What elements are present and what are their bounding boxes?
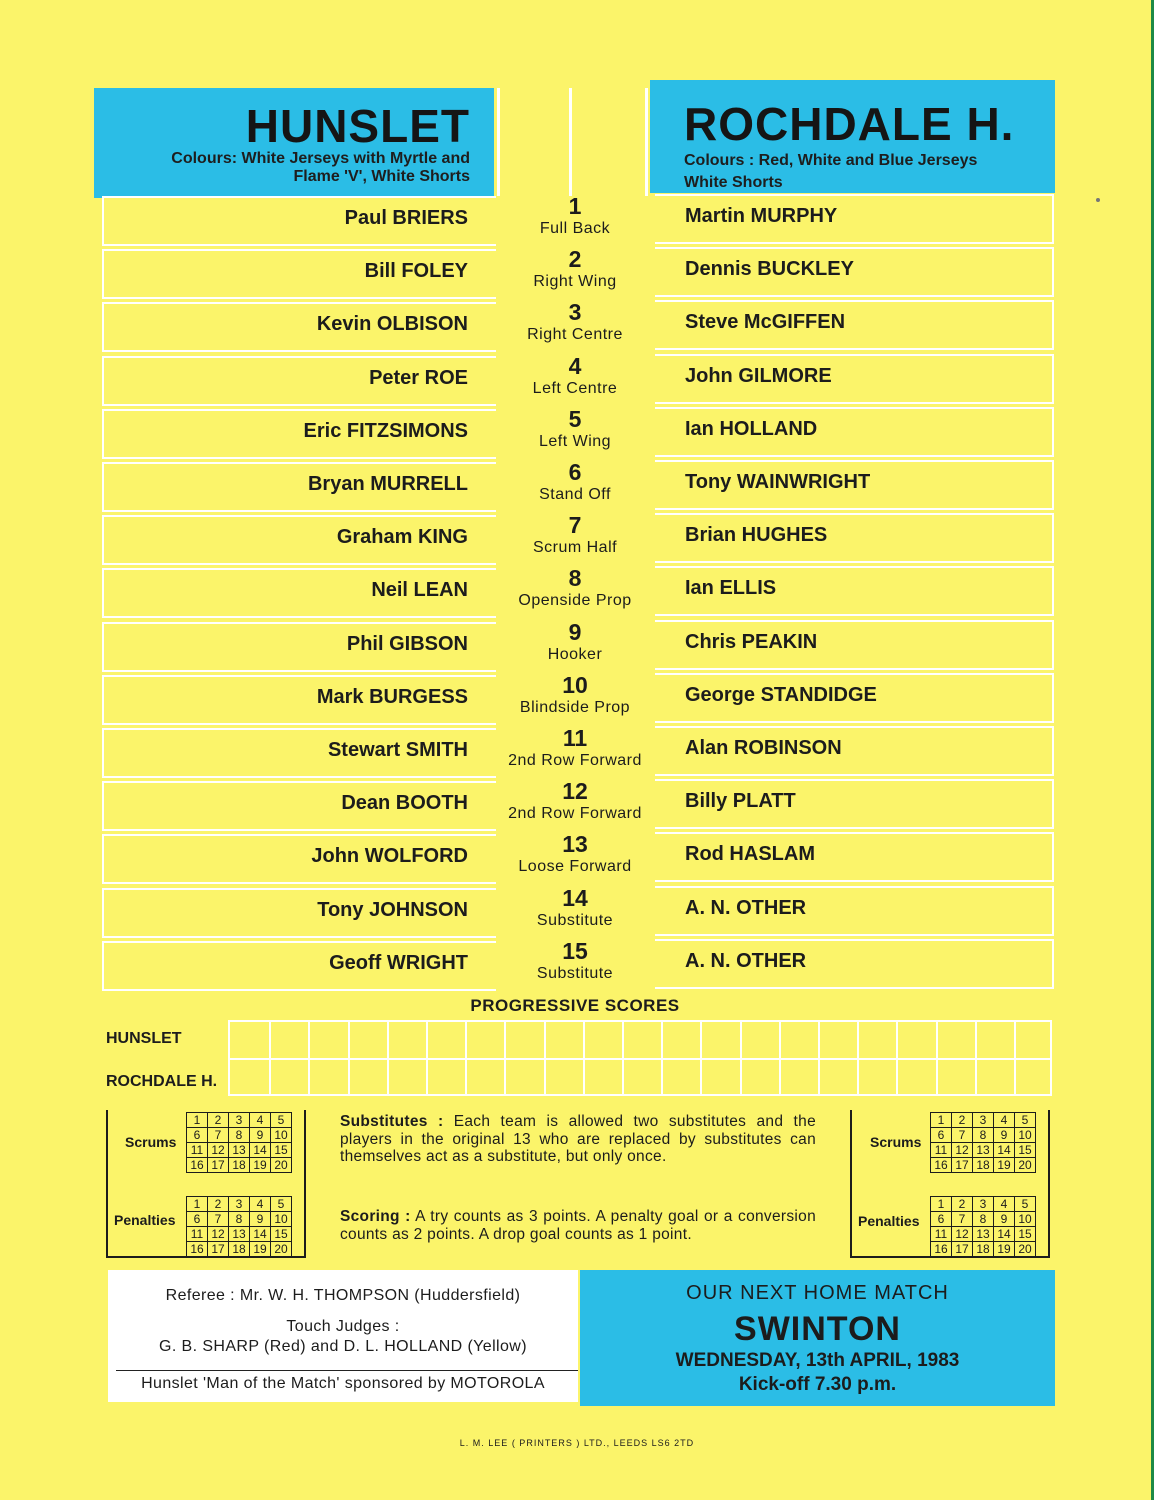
position-number: 9 (568, 618, 582, 645)
tally-cell: 8 (973, 1128, 994, 1143)
progressive-away-label: ROCHDALE H. (106, 1073, 218, 1090)
home-tally-box (106, 1110, 306, 1258)
tally-cell: 16 (931, 1158, 952, 1173)
tally-cell: 15 (271, 1227, 292, 1242)
tally-cell: 2 (952, 1113, 973, 1128)
scrums-label: Scrums (870, 1134, 922, 1150)
scoring-heading: Scoring : (340, 1208, 411, 1225)
tally-cell: 13 (973, 1227, 994, 1242)
tally-cell: 4 (250, 1113, 271, 1128)
tally-cell: 12 (208, 1143, 229, 1158)
away-colours-line1: Colours : Red, White and Blue Jerseys (684, 152, 978, 169)
lineup-row (0, 566, 1154, 620)
lineup-row (0, 407, 1154, 461)
away-player-name: A. N. OTHER (685, 949, 807, 972)
tally-cell: 4 (994, 1113, 1015, 1128)
position-number: 11 (562, 725, 588, 751)
home-player-name: Kevin OLBISON (316, 313, 468, 336)
lineup-row (0, 194, 1154, 248)
home-player-name: Eric FITZSIMONS (303, 419, 468, 442)
tally-cell: 6 (187, 1128, 208, 1143)
away-player-name: Brian HUGHES (685, 524, 828, 547)
tally-cell: 19 (250, 1242, 271, 1257)
penalties-label: Penalties (858, 1213, 920, 1229)
tally-cell: 12 (952, 1227, 973, 1242)
home-player-name: Bryan MURRELL (307, 473, 468, 495)
lineup-row (0, 673, 1154, 727)
substitutes-heading: Substitutes : (340, 1113, 444, 1130)
home-player-name: Dean BOOTH (341, 792, 468, 815)
tally-cell: 10 (271, 1212, 292, 1227)
position-name: Loose Forward (518, 858, 632, 876)
position-name: Openside Prop (518, 592, 632, 610)
tally-cell: 9 (250, 1212, 271, 1227)
tally-cell: 8 (229, 1128, 250, 1143)
lineup-row (0, 354, 1154, 408)
home-colours-line2: Flame 'V', White Shorts (293, 168, 470, 185)
tally-cell: 2 (208, 1197, 229, 1212)
tally-cell: 10 (1015, 1128, 1036, 1143)
tally-cell: 14 (250, 1227, 271, 1242)
tally-cell: 20 (271, 1242, 292, 1257)
tally-cell: 18 (973, 1242, 994, 1257)
tally-cell: 18 (973, 1158, 994, 1173)
away-player-name: A. N. OTHER (685, 896, 807, 919)
next-match-title: OUR NEXT HOME MATCH (686, 1282, 949, 1304)
tally-cell: 16 (931, 1242, 952, 1257)
man-of-match-sponsor: Hunslet 'Man of the Match' sponsored by MOTOROLA (141, 1375, 545, 1392)
away-player-name: Alan ROBINSON (685, 737, 842, 759)
tally-cell: 2 (208, 1113, 229, 1128)
away-player-name: Dennis BUCKLEY (685, 258, 854, 281)
tally-cell: 5 (1015, 1197, 1036, 1212)
tally-cell: 20 (271, 1158, 292, 1173)
tally-cell: 18 (229, 1242, 250, 1257)
tally-cell: 8 (229, 1212, 250, 1227)
home-team-header (94, 88, 494, 198)
away-player-name: Tony WAINWRIGHT (685, 471, 871, 493)
position-name: 2nd Row Forward (508, 805, 642, 823)
scoring-text: A try counts as 3 points. A penalty goal or a conversion counts as 2 points. A drop goal counts as 1 point. (340, 1208, 816, 1243)
tally-cell: 7 (952, 1128, 973, 1143)
tally-cell: 10 (271, 1128, 292, 1143)
tally-cell: 2 (952, 1197, 973, 1212)
away-tally-box (850, 1110, 1050, 1258)
touch-judges-title: Touch Judges : (286, 1318, 400, 1335)
position-number: 6 (568, 459, 582, 485)
away-player-name: Martin MURPHY (685, 205, 838, 227)
home-player-name: Bill FOLEY (364, 260, 468, 283)
tally-cell: 18 (229, 1158, 250, 1173)
tally-cell: 8 (973, 1212, 994, 1227)
lineup-row (0, 620, 1154, 674)
home-player-name: Paul BRIERS (344, 207, 468, 229)
position-number: 14 (562, 884, 588, 911)
tally-cell: 1 (187, 1197, 208, 1212)
position-name: Left Centre (532, 379, 618, 397)
penalties-tally-grid (930, 1196, 1036, 1257)
tally-cell: 3 (973, 1113, 994, 1128)
tally-cell: 15 (271, 1143, 292, 1158)
tally-cell: 11 (187, 1143, 208, 1158)
away-team-header (650, 80, 1055, 193)
away-player-name: John GILMORE (685, 364, 832, 387)
position-number: 4 (568, 352, 582, 379)
tally-cell: 13 (229, 1143, 250, 1158)
position-number: 13 (562, 831, 588, 858)
tally-cell: 12 (952, 1143, 973, 1158)
home-colours-line1: Colours: White Jerseys with Myrtle and (171, 150, 470, 167)
progressive-scores-grid (228, 1020, 1052, 1096)
tally-cell: 15 (1015, 1143, 1036, 1158)
position-name: Right Centre (527, 326, 623, 344)
tally-cell: 17 (208, 1158, 229, 1173)
tally-cell: 1 (931, 1197, 952, 1212)
tally-cell: 15 (1015, 1227, 1036, 1242)
tally-cell: 19 (994, 1242, 1015, 1257)
position-name: Hooker (547, 645, 603, 663)
tally-cell: 14 (994, 1227, 1015, 1242)
substitutes-text: Each team is allowed two substitutes and the players in the original 13 who are replaced by substitutes can themselves act as a substitute, but only once. (340, 1113, 817, 1165)
tally-cell: 6 (931, 1128, 952, 1143)
tally-cell: 11 (931, 1227, 952, 1242)
tally-cell: 16 (187, 1158, 208, 1173)
tally-cell: 1 (187, 1113, 208, 1128)
tally-cell: 10 (1015, 1212, 1036, 1227)
lineup-row (0, 832, 1154, 886)
home-player-name: Mark BURGESS (316, 685, 468, 708)
touch-judges-names: G. B. SHARP (Red) and D. L. HOLLAND (Yellow) (159, 1338, 527, 1355)
progressive-home-label: HUNSLET (106, 1030, 182, 1047)
tally-cell: 17 (208, 1242, 229, 1257)
tally-cell: 4 (994, 1197, 1015, 1212)
tally-cell: 11 (931, 1143, 952, 1158)
tally-cell: 3 (229, 1113, 250, 1128)
tally-cell: 14 (994, 1143, 1015, 1158)
penalties-tally-grid (186, 1196, 292, 1257)
next-match-kickoff: Kick-off 7.30 p.m. (738, 1374, 897, 1395)
home-player-name: Phil GIBSON (346, 632, 468, 655)
tally-cell: 19 (250, 1158, 271, 1173)
home-player-name: Neil LEAN (371, 579, 468, 602)
away-team-name: ROCHDALE H. (684, 98, 1015, 150)
position-number: 10 (562, 671, 588, 698)
tally-cell: 3 (229, 1197, 250, 1212)
lineup-row (0, 513, 1154, 567)
tally-cell: 16 (187, 1242, 208, 1257)
position-name: Scrum Half (532, 539, 618, 557)
home-player-name: Tony JOHNSON (317, 898, 468, 921)
position-name: 2nd Row Forward (508, 752, 642, 769)
printer-credit: L. M. LEE ( PRINTERS ) LTD., LEEDS LS6 2TD (459, 1438, 695, 1448)
tally-cell: 19 (994, 1158, 1015, 1173)
position-number: 15 (562, 937, 588, 964)
lineup-row (0, 726, 1154, 780)
penalties-label: Penalties (114, 1212, 176, 1228)
position-number: 8 (568, 565, 582, 592)
position-number: 1 (568, 193, 582, 219)
lineup-row (0, 886, 1154, 940)
tally-cell: 6 (187, 1212, 208, 1227)
lineup-row (0, 460, 1154, 514)
tally-cell: 7 (952, 1212, 973, 1227)
away-player-name: Chris PEAKIN (685, 630, 818, 653)
tally-cell: 11 (187, 1227, 208, 1242)
position-number: 3 (568, 299, 582, 326)
scrums-tally-grid (930, 1112, 1036, 1173)
tally-cell: 7 (208, 1212, 229, 1227)
tally-cell: 13 (973, 1143, 994, 1158)
tally-cell: 13 (229, 1227, 250, 1242)
next-match-date: WEDNESDAY, 13th APRIL, 1983 (675, 1350, 960, 1371)
position-name: Left Wing (538, 432, 612, 450)
home-player-name: Geoff WRIGHT (329, 951, 468, 974)
tally-cell: 17 (952, 1242, 973, 1257)
header-divider-lines (497, 88, 649, 196)
tally-cell: 20 (1015, 1158, 1036, 1173)
away-player-name: Steve McGIFFEN (685, 311, 846, 334)
away-player-name: Billy PLATT (685, 790, 796, 813)
home-player-name: Stewart SMITH (327, 739, 468, 761)
match-officials (108, 1270, 578, 1402)
lineup-row (0, 779, 1154, 833)
tally-cell: 20 (1015, 1242, 1036, 1257)
tally-cell: 1 (931, 1113, 952, 1128)
home-team-name: HUNSLET (245, 100, 470, 152)
away-player-name: Rod HASLAM (685, 843, 815, 866)
tally-cell: 3 (973, 1197, 994, 1212)
tally-cell: 5 (271, 1197, 292, 1212)
scrums-label: Scrums (125, 1134, 177, 1150)
lineup-row (0, 300, 1154, 354)
tally-cell: 5 (1015, 1113, 1036, 1128)
scrums-tally-grid (186, 1112, 292, 1173)
position-number: 5 (568, 405, 582, 432)
position-name: Blindside Prop (519, 698, 631, 716)
position-name: Right Wing (533, 273, 617, 291)
tally-cell: 14 (250, 1143, 271, 1158)
position-name: Substitute (536, 964, 614, 982)
position-number: 12 (562, 778, 588, 805)
tally-cell: 5 (271, 1113, 292, 1128)
next-match-opponent: SWINTON (734, 1310, 901, 1348)
home-player-name: Peter ROE (369, 366, 468, 389)
progressive-scores-title: PROGRESSIVE SCORES (470, 996, 680, 1015)
substitutes-note (340, 1113, 816, 1166)
position-number: 2 (568, 246, 582, 273)
away-player-name: Ian ELLIS (685, 577, 777, 600)
position-name: Stand Off (539, 486, 611, 503)
position-name: Full Back (539, 220, 611, 237)
tally-cell: 9 (250, 1128, 271, 1143)
tally-cell: 17 (952, 1158, 973, 1173)
tally-cell: 6 (931, 1212, 952, 1227)
lineup-row (0, 939, 1154, 993)
lineup-row (0, 247, 1154, 301)
away-player-name: George STANDIDGE (685, 683, 877, 706)
referee: Referee : Mr. W. H. THOMPSON (Huddersfield) (165, 1287, 521, 1304)
tally-cell: 9 (994, 1128, 1015, 1143)
tally-cell: 4 (250, 1197, 271, 1212)
tally-cell: 12 (208, 1227, 229, 1242)
position-name: Substitute (536, 911, 614, 929)
tally-cell: 9 (994, 1212, 1015, 1227)
scoring-note (340, 1208, 816, 1243)
tally-cell: 7 (208, 1128, 229, 1143)
next-home-match (580, 1270, 1055, 1406)
home-player-name: John WOLFORD (311, 845, 468, 868)
away-player-name: Ian HOLLAND (685, 417, 818, 440)
home-player-name: Graham KING (336, 526, 468, 549)
away-colours-line2: White Shorts (684, 174, 783, 191)
position-number: 7 (568, 512, 582, 539)
